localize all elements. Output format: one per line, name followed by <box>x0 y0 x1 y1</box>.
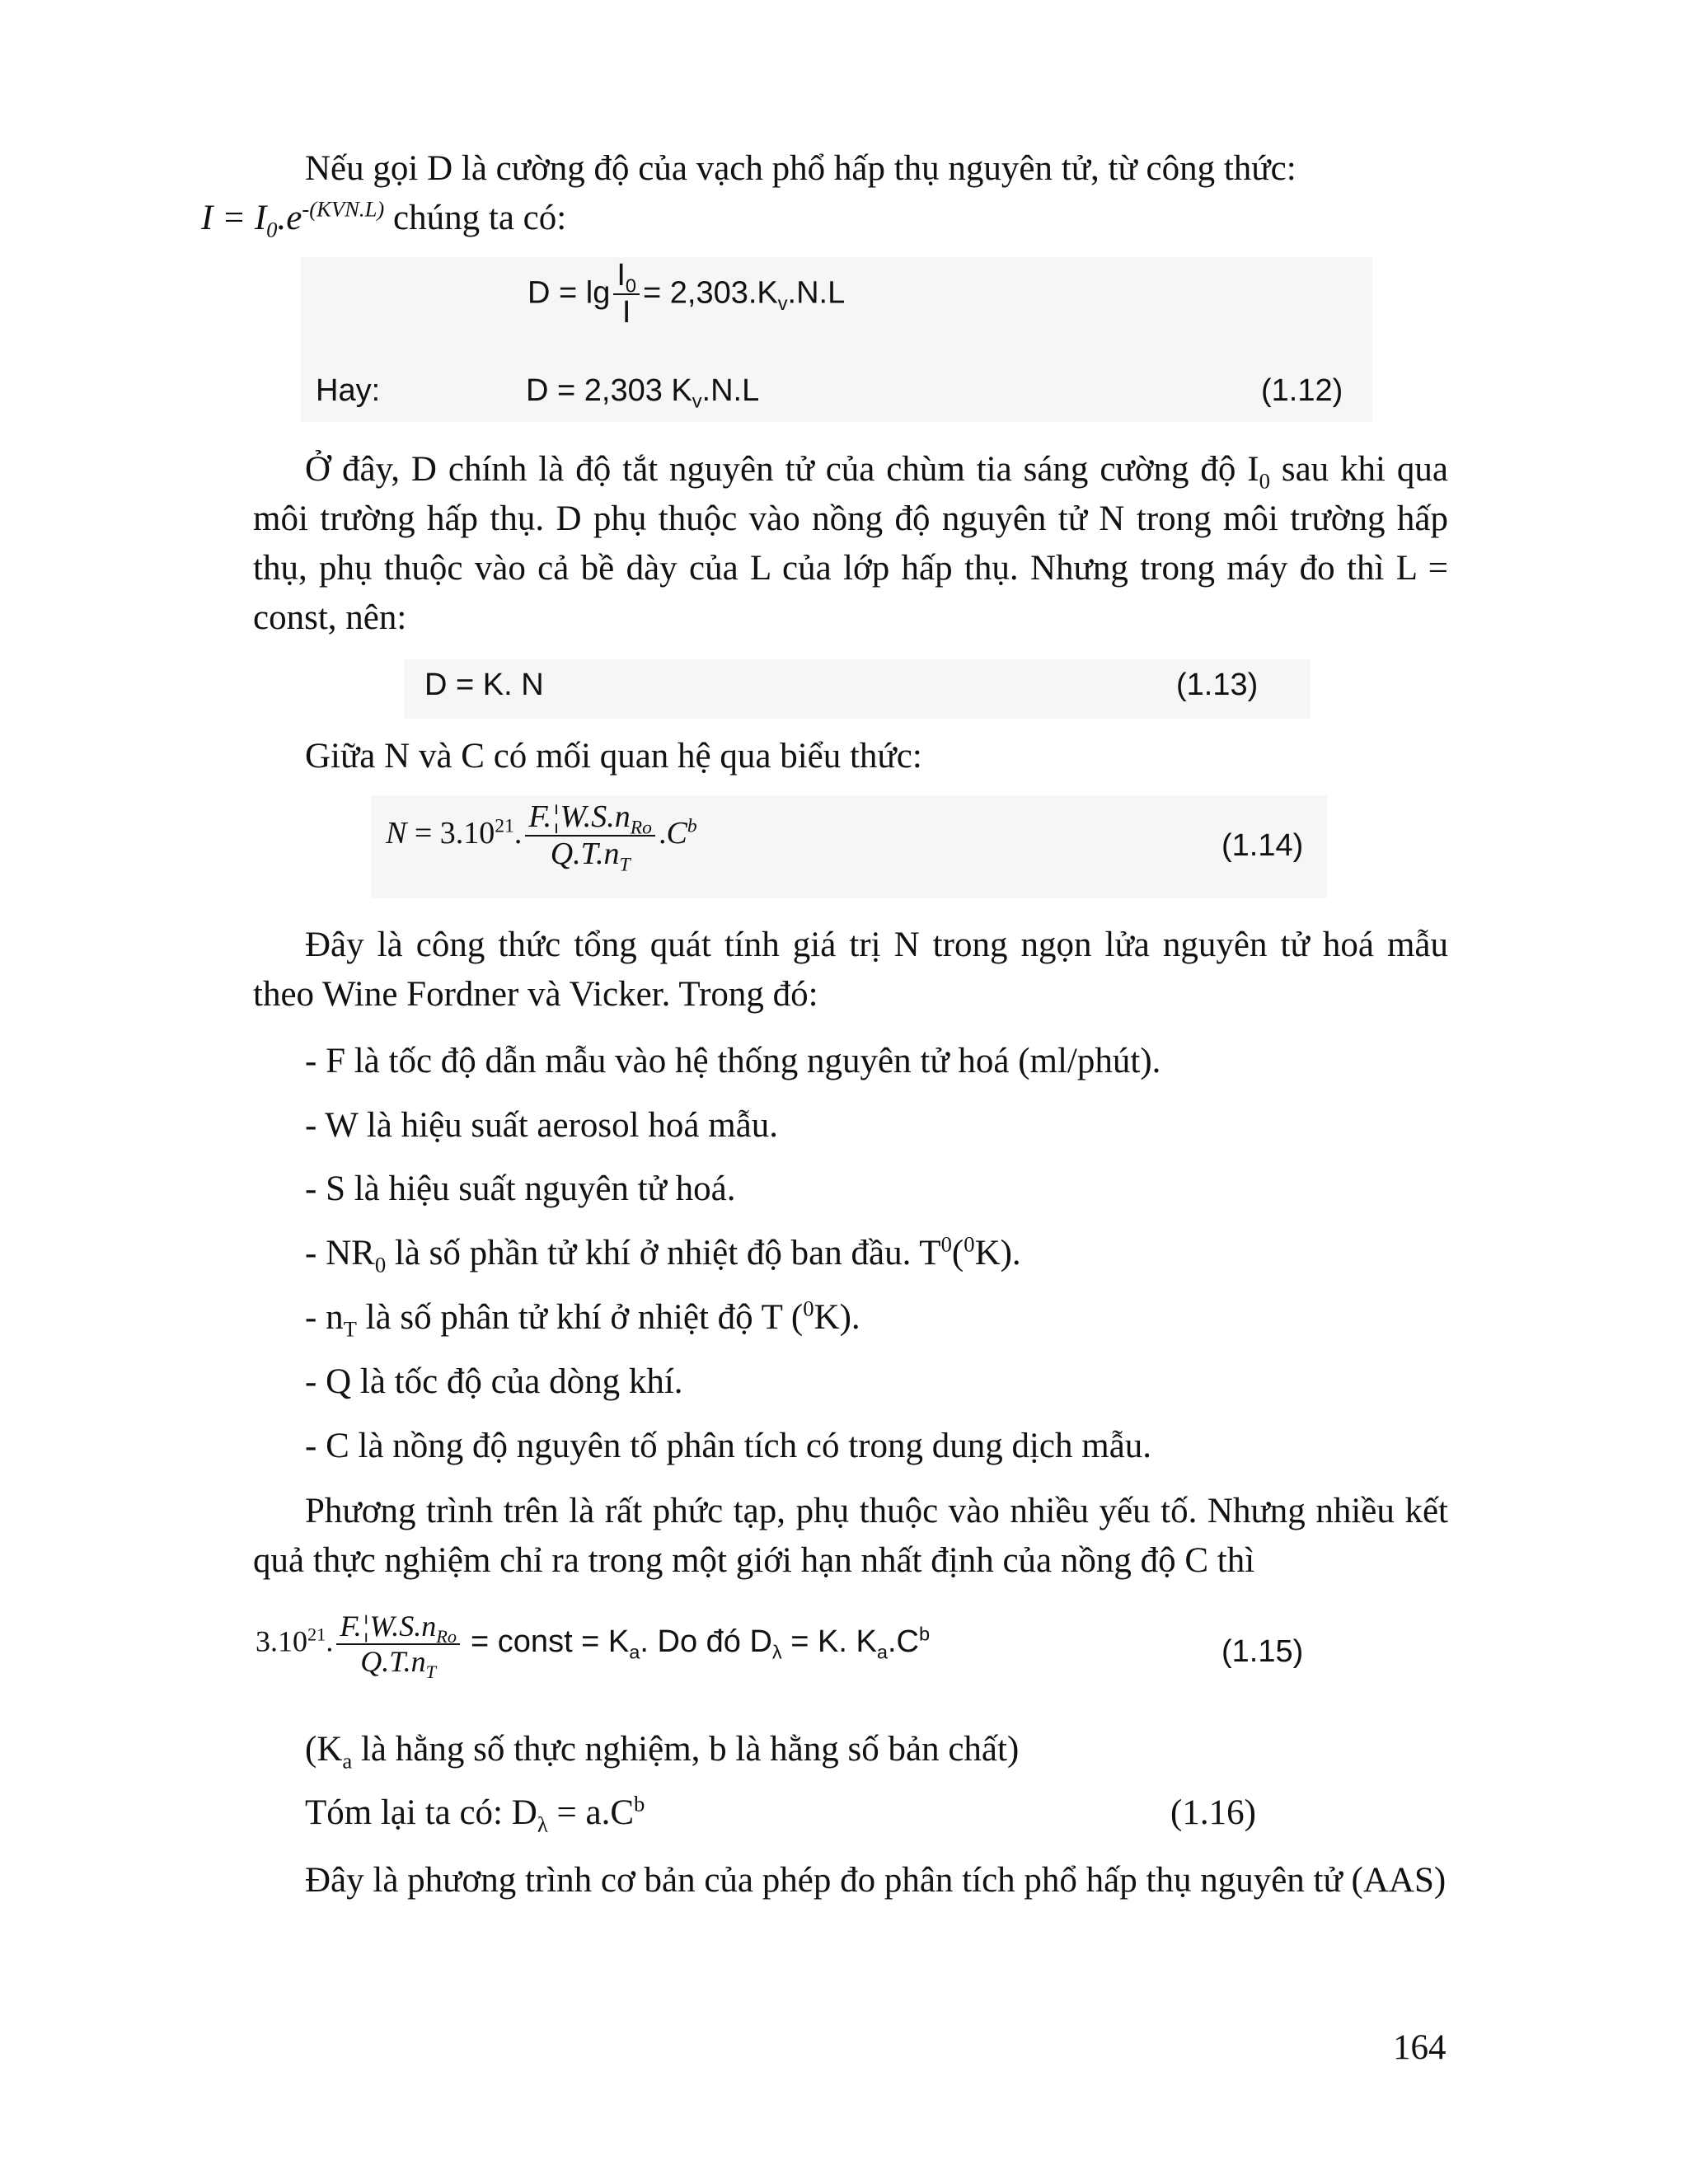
list-item-nr: - $NR_0$ là số phần tử khí ở nhiệt độ ban đầu. $T^0(^0K)$. <box>305 1231 1021 1277</box>
paragraph-absorbance: Ở đây, D chính là độ tắt nguyên tử của chùm tia sáng cường độ $I_0$ sau khi qua môi trường hấp thụ. D phụ thuộc vào nồng độ nguyên tử N trong môi trường hấp thụ, phụ thuộc vào cả bề dày của L của lớp hấp thụ. Nhưng trong máy đo thì L = const, nên: <box>253 450 1448 637</box>
equation-label-1-14: (1.14) <box>1221 828 1304 863</box>
list-text: K). <box>974 1234 1021 1272</box>
equation-1-12: D = 2,303 $K_v.N.L$ <box>526 373 760 412</box>
note-text: (K <box>305 1730 343 1769</box>
note-text: là hằng số thực nghiệm, b là hằng số bản chất) <box>352 1730 1020 1769</box>
summary-text: Tóm lại ta có: D <box>305 1793 537 1832</box>
paragraph-text: Đây là công thức tổng quát tính giá trị N trong ngọn lửa nguyên tử hoá mẫu theo Wine Fordner và Vicker. Trong đó: <box>253 926 1448 1014</box>
paragraph-text: Ở đây, D chính là độ tắt nguyên tử của chùm tia sáng cường độ I <box>305 450 1259 489</box>
paragraph-aas <box>253 1856 1448 1905</box>
equation-label-1-15: (1.15) <box>1221 1634 1304 1669</box>
equation-label-1-13: (1.13) <box>1176 668 1259 702</box>
list-item-s: - S là hiệu suất nguyên tử hoá. <box>305 1169 736 1208</box>
list-item-w: - W là hiệu suất aerosol hoá mẫu. <box>305 1106 778 1145</box>
paragraph-intro <box>201 144 1448 243</box>
paragraph-complex-equation <box>253 1487 1448 1586</box>
paragraph-text: chúng ta có: <box>393 199 567 237</box>
list-text: - NR <box>305 1234 375 1272</box>
page-number: 164 <box>1393 2028 1447 2067</box>
list-text: là số phân tử khí ở nhiệt độ T ( <box>356 1298 804 1337</box>
equation-1-16: Tóm lại ta có: $D_\lambda = a.C^b$ <box>305 1791 645 1837</box>
paragraph-text: Đây là phương trình cơ bản của phép đo phân tích phổ hấp thụ nguyên tử (AAS) <box>305 1861 1447 1900</box>
equation-d-lg: D = lg $\frac{I_0}{I}$ = $2,303.K_v.N.L$ <box>528 258 846 330</box>
list-item-f: - F là tốc độ dẫn mẫu vào hệ thống nguyên tử hoá (ml/phút). <box>305 1042 1161 1080</box>
paragraph-text: sau khi qua môi trường hấp thụ. D phụ thuộc vào nồng độ nguyên tử N trong môi trường hấp thụ, phụ thuộc vào cả bề dày của L của lớp hấp thụ. Nhưng trong máy đo thì L = const, nên: <box>253 450 1448 637</box>
list-text: - n <box>305 1298 344 1337</box>
equation-1-13: D = K. N <box>424 668 544 702</box>
paragraph-text: Phương trình trên là rất phức tạp, phụ thuộc vào nhiều yếu tố. Nhưng nhiều kết quả thực nghiệm chỉ ra trong một giới hạn nhất định của nồng độ C thì <box>253 1492 1448 1580</box>
ka-note: ($K_a$ là hằng số thực nghiệm, b là hằng số bản chất) <box>305 1730 1020 1774</box>
equation-label-1-16: (1.16) <box>1170 1793 1256 1832</box>
formula-intensity: $I = I_0.e^{-(KVN.L)}$ <box>201 196 385 242</box>
list-text: là số phần tử khí ở nhiệt độ ban đầu. T <box>386 1234 941 1272</box>
hay-label: Hay: <box>316 373 381 408</box>
paragraph-text: Giữa N và C có mối quan hệ qua biểu thức: <box>305 737 922 776</box>
list-item-nt: - $n_T$ là số phân tử khí ở nhiệt độ T ($^0$K). <box>305 1296 860 1342</box>
list-item-q: - Q là tốc độ của dòng khí. <box>305 1362 683 1401</box>
list-item-c: - C là nồng độ nguyên tố phân tích có trong dung dịch mẫu. <box>305 1427 1152 1465</box>
equation-1-15: 3.10$^{21}$. $\frac{F.¦W.S.n_{Ro}}{Q.T.n_T}$ = const = $K_a$. Do đó $D_\lambda = K$. $K_a.C^b$ <box>256 1610 931 1682</box>
paragraph-text: Nếu gọi D là cường độ của vạch phổ hấp thụ nguyên tử, từ công thức: <box>305 149 1296 188</box>
equation-label-1-12: (1.12) <box>1261 373 1343 408</box>
list-text: K). <box>814 1298 860 1337</box>
equation-hay-line <box>316 369 380 413</box>
paragraph-n-c-relation <box>253 732 1448 781</box>
equation-1-14: $N = 3.10^{21}$. $\frac{F.¦W.S.n_{Ro}}{Q.T.n_T}$ $.C^b$ <box>386 799 697 876</box>
paragraph-wine-fordner <box>253 921 1448 1019</box>
